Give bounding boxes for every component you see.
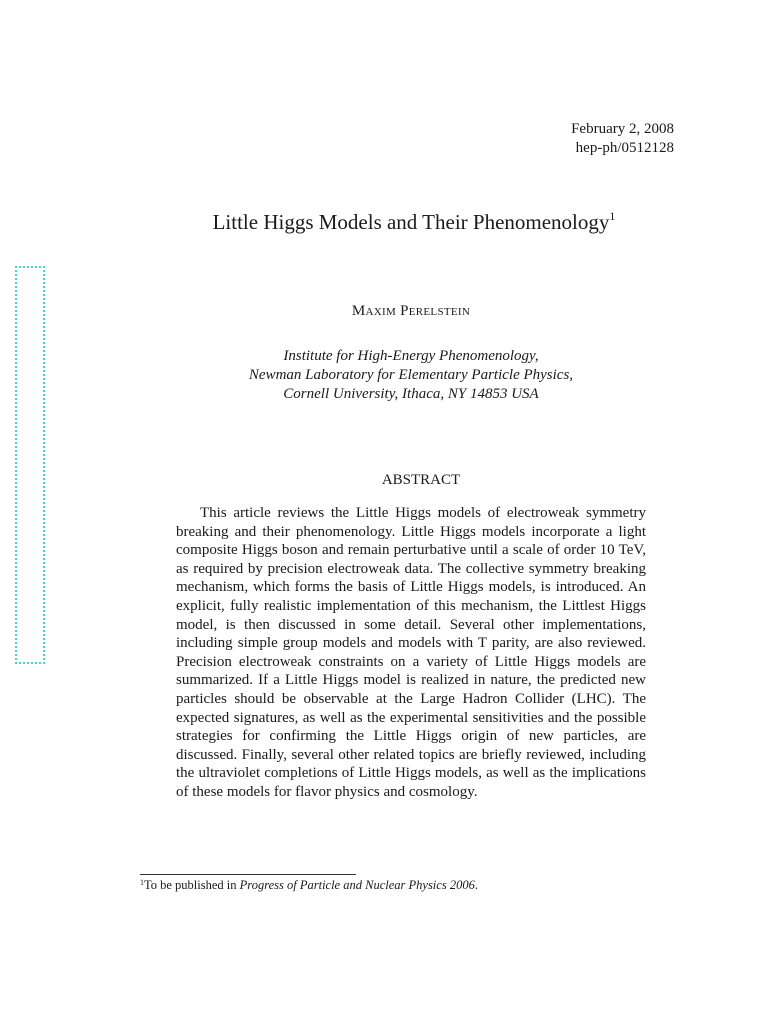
title-footnote-mark: 1 [609,209,616,223]
footnote-suffix: . [474,878,478,892]
author-name: Maxim Perelstein [351,303,471,319]
footnote-publication: Progress of Particle and Nuclear Physics 2006 [239,878,475,892]
affiliation-line-3: Cornell University, Ithaca, NY 14853 USA [283,386,539,402]
footnote [140,877,660,893]
footnote-rule [140,874,356,875]
affiliation-line-1: Institute for High-Energy Phenomenology, [283,348,539,364]
abstract-body: This article reviews the Little Higgs models of electroweak symmetry breaking and their phenomenology. Little Higgs models incorporate a light composite Higgs boson and remain perturbative until a scale of order 10 TeV, as required by precision electroweak data. The collective symmetry breaking mechanism, which forms the basis of Little Higgs models, is introduced. An explicit, fully realistic implementation of this mechanism, the Littlest Higgs model, is then discussed in some detail. Several other implementations, including simple group models and models with T parity, are also reviewed. Precision electroweak constraints on a variety of Little Higgs models are summarized. If a Little Higgs model is realized in nature, the predicted new particles should be observable at the Large Hadron Collider (LHC). The expected signatures, as well as the experimental sensitivities and the possible strategies for confirming the Little Higgs origin of new particles, are discussed. Finally, several other related topics are briefly reviewed, including the ultraviolet completions of Little Higgs models, as well as the implications of these models for flavor physics and cosmology. [176,505,646,800]
header-meta [571,120,674,158]
affiliation-line-2: Newman Laboratory for Elementary Particle Physics, [248,367,574,383]
affiliation [0,347,768,404]
footnote-mark: 1 [140,878,144,887]
abstract-heading: ABSTRACT [381,472,461,488]
arxiv-stamp-box [15,266,45,664]
report-number: hep-ph/0512128 [575,140,674,156]
date: February 2, 2008 [571,121,674,137]
footnote-prefix: To be published in [144,878,240,892]
title-text: Little Higgs Models and Their Phenomenology [212,210,610,234]
paper-title [0,208,768,236]
